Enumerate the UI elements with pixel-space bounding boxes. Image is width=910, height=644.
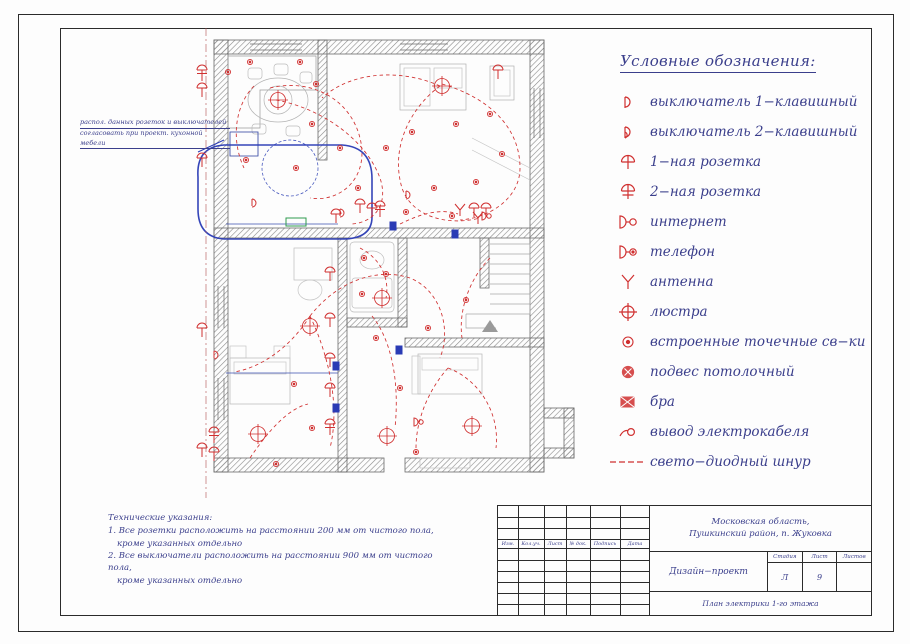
legend-item-cable-outlet	[606, 417, 881, 447]
legend-panel	[606, 52, 881, 477]
legend-label-socket-single: 1−ная розетка	[650, 154, 762, 170]
stamp-value-stadia: Л	[768, 563, 803, 591]
legend-label-switch-1key: выключатель 1−клавишный	[650, 94, 858, 110]
legend-item-antenna	[606, 267, 881, 297]
stamp-header-stadia: Стадия	[768, 552, 803, 562]
revision-header-row	[498, 539, 649, 549]
legend-label-chandelier: люстра	[650, 304, 708, 320]
notes-line-1: 1. Все розетки расположить на расстоянии 200 мм от чистого пола,	[108, 526, 434, 537]
kitchen-annotation	[80, 118, 230, 149]
legend-item-led-strip	[606, 447, 881, 477]
legend-list	[606, 87, 881, 477]
switch-2key-icon	[606, 122, 650, 142]
stamp-header-listov: Листов	[842, 554, 866, 560]
sheet-name: План электрики 1-го этажа	[702, 599, 819, 608]
legend-item-sconce	[606, 387, 881, 417]
legend-item-telephone	[606, 237, 881, 267]
cable-outlet-icon	[606, 422, 650, 442]
switch-1key-icon	[606, 92, 650, 112]
notes-line-4: кроме указанных отдельно	[117, 575, 243, 586]
legend-item-pendant-ceiling	[606, 357, 881, 387]
chandelier-icon	[606, 300, 650, 324]
legend-item-chandelier	[606, 297, 881, 327]
address-line-2: Пушкинский район, п. Жуковка	[689, 528, 832, 539]
internet-icon	[606, 212, 650, 232]
legend-item-switch-1key	[606, 87, 881, 117]
revision-header-data: Дата	[627, 541, 643, 547]
legend-label-spotlight: встроенные точечные св−ки	[650, 334, 866, 350]
legend-label-socket-double: 2−ная розетка	[650, 184, 762, 200]
revision-header-list: Лист	[547, 541, 563, 547]
antenna-icon	[606, 272, 650, 292]
revision-header-ndok: № док.	[569, 541, 587, 547]
sconce-icon	[606, 392, 650, 412]
revision-table	[498, 506, 650, 615]
legend-label-sconce: бра	[650, 394, 675, 410]
spotlight-icon	[606, 332, 650, 352]
annotation-line-1: распол. данных розеток и выключателей	[80, 118, 230, 129]
legend-title: Условные обозначения:	[620, 52, 816, 73]
revision-header-izm: Изм.	[501, 541, 515, 547]
socket-double-icon	[606, 182, 650, 202]
project-address	[650, 506, 871, 552]
technical-notes	[108, 512, 458, 587]
revision-header-podpis: Подпись	[593, 541, 617, 547]
sheet-stamp-headers	[768, 552, 871, 563]
legend-label-led-strip: свето−диодный шнур	[650, 454, 811, 470]
legend-item-socket-single	[606, 147, 881, 177]
revision-header-koluch: Кол.уч.	[521, 541, 541, 547]
legend-item-switch-2key	[606, 117, 881, 147]
title-block-right	[650, 506, 871, 615]
notes-line-2: кроме указанных отдельно	[117, 538, 243, 549]
title-block-middle	[650, 552, 871, 592]
legend-label-cable-outlet: вывод электрокабеля	[650, 424, 810, 440]
sheet-stamp	[768, 552, 871, 591]
stamp-value-listov	[837, 563, 871, 591]
title-block	[497, 505, 872, 616]
legend-item-socket-double	[606, 177, 881, 207]
pendant-ceiling-icon	[606, 362, 650, 382]
legend-item-spotlight	[606, 327, 881, 357]
address-line-1: Московская область,	[711, 516, 810, 527]
legend-label-internet: интернет	[650, 214, 727, 230]
legend-label-switch-2key: выключатель 2−клавишный	[650, 124, 858, 140]
stamp-value-list: 9	[803, 563, 838, 591]
notes-line-3: 2. Все выключатели расположить на расстоянии 900 мм от чистого пола,	[108, 550, 433, 574]
telephone-icon	[606, 242, 650, 262]
sheet-stamp-values	[768, 563, 871, 591]
project-stage: Дизайн−проект	[650, 552, 768, 591]
socket-single-icon	[606, 152, 650, 172]
stamp-header-list: Лист	[803, 552, 838, 562]
notes-title: Технические указания:	[108, 513, 213, 523]
legend-label-pendant-ceiling: подвес потолочный	[650, 364, 795, 380]
legend-item-internet	[606, 207, 881, 237]
annotation-line-2: согласовать при проект. кухонной мебели	[80, 129, 230, 150]
legend-label-antenna: антенна	[650, 274, 714, 290]
floor-plan-drawing	[190, 28, 580, 498]
led-strip-icon	[606, 452, 650, 472]
legend-label-telephone: телефон	[650, 244, 715, 260]
